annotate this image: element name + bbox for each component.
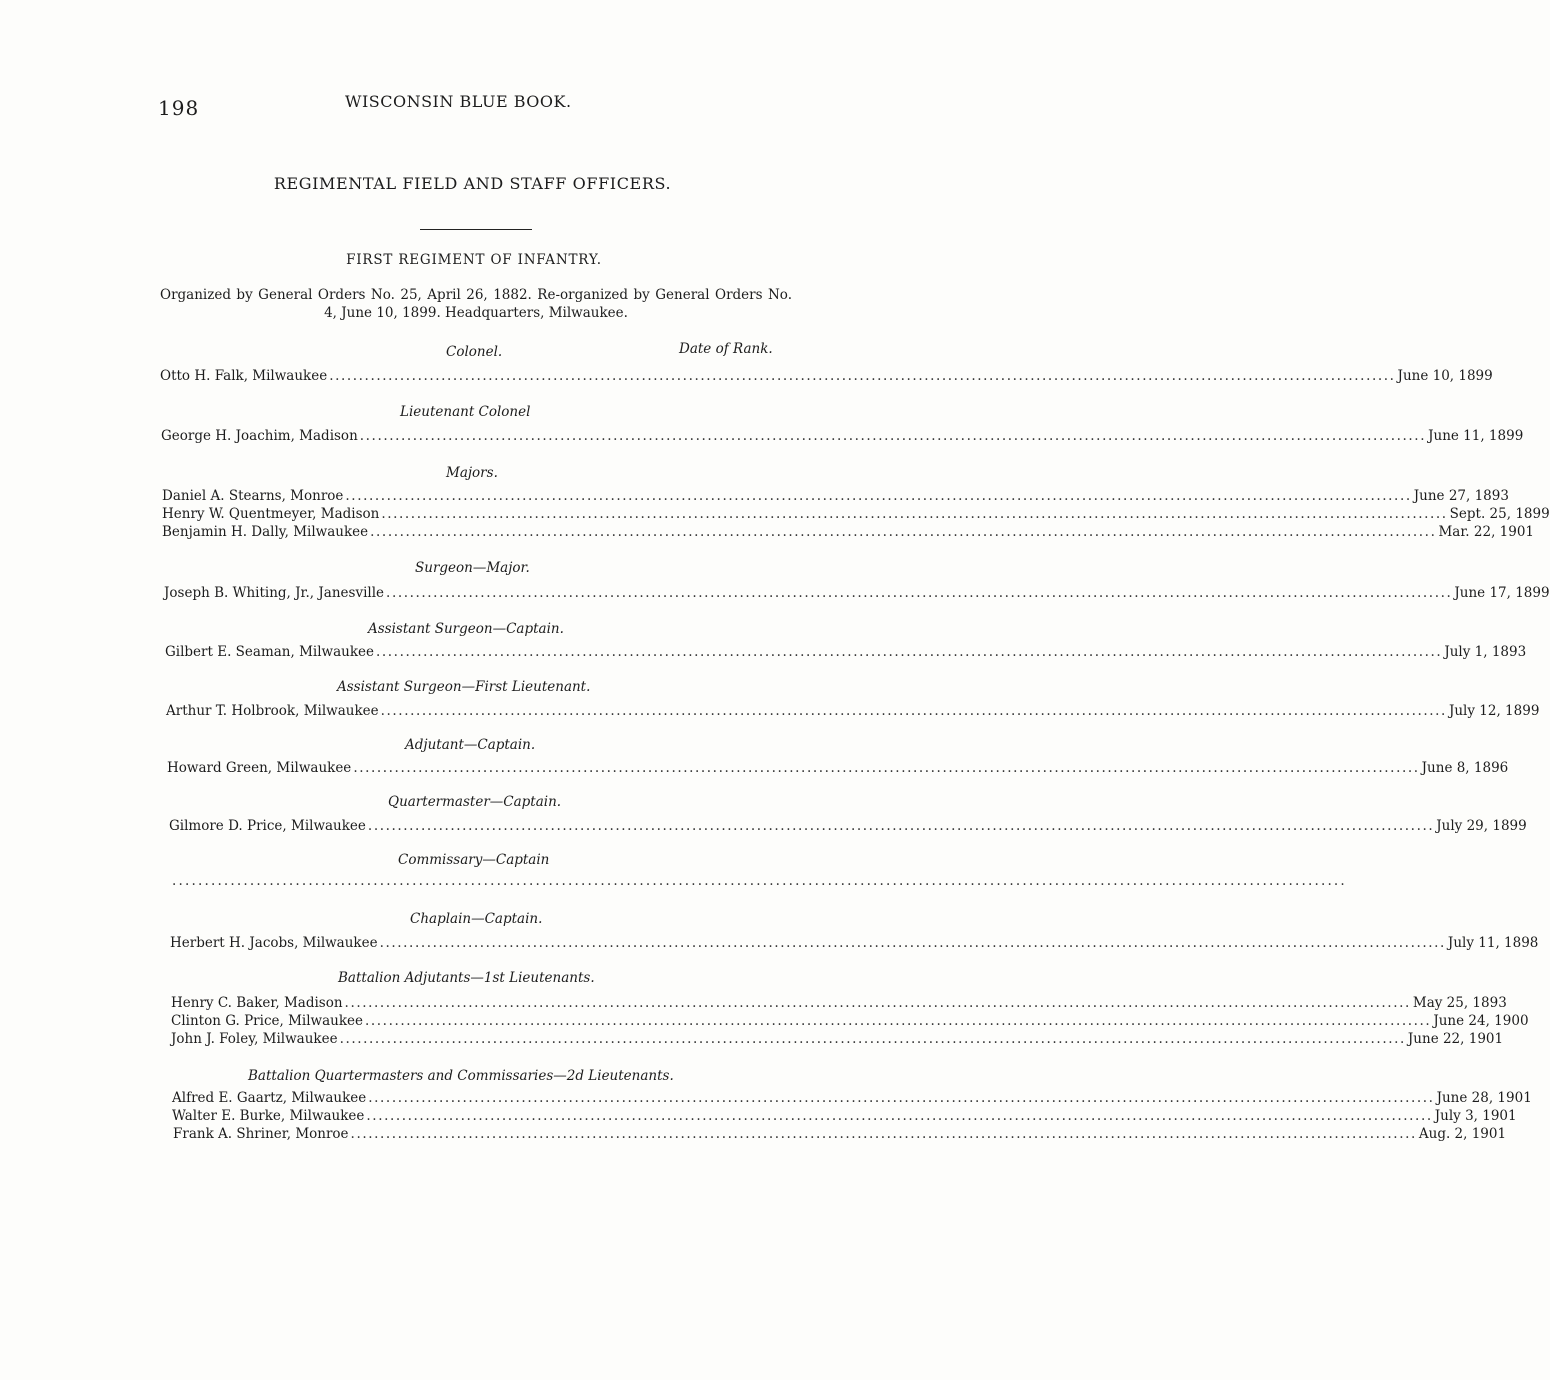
date-of-rank: June 17, 1899 <box>1454 585 1550 601</box>
vacant-dot-line: ..................................................................................................................................................................................... <box>172 873 1347 889</box>
date-of-rank: May 25, 1893 <box>1412 995 1507 1011</box>
officer-entry <box>170 934 1539 952</box>
section-heading-assistant-surgeon-first-lieutenant: Assistant Surgeon—First Lieutenant. <box>337 679 591 695</box>
officer-entry <box>171 1012 1529 1030</box>
officer-name: Walter E. Burke, Milwaukee <box>172 1108 365 1124</box>
organization-note: Organized by General Orders No. 25, April 26, 1882. Re-organized by General Orders No. 4, June 10, 1899. Headquarters, Milwaukee. <box>160 287 792 321</box>
dot-leader: ..................................................................................................................................................................................... <box>376 644 1443 660</box>
section-heading-battalion-quartermasters: Battalion Quartermasters and Commissaries—2d Lieutenants. <box>248 1068 674 1084</box>
officer-name: Henry C. Baker, Madison <box>171 995 343 1011</box>
officer-entry <box>160 367 1493 385</box>
date-of-rank: Aug. 2, 1901 <box>1418 1126 1507 1142</box>
page-number: 198 <box>158 96 200 120</box>
officer-entry <box>172 1107 1517 1125</box>
officer-entry <box>169 817 1527 835</box>
dot-leader: ..................................................................................................................................................................................... <box>359 428 1427 444</box>
officer-name: Howard Green, Milwaukee <box>167 760 352 776</box>
officer-name: Clinton G. Price, Milwaukee <box>171 1013 363 1029</box>
dot-leader: ..................................................................................................................................................................................... <box>379 935 1446 951</box>
regiment-title: FIRST REGIMENT OF INFANTRY. <box>346 252 602 268</box>
date-of-rank: June 10, 1899 <box>1397 368 1493 384</box>
officer-entry <box>173 1125 1507 1143</box>
dot-leader: ..................................................................................................................................................................................... <box>380 703 1447 719</box>
date-of-rank: July 29, 1899 <box>1436 818 1527 834</box>
dot-leader: ..................................................................................................................................................................................... <box>370 524 1437 540</box>
dot-leader: ..................................................................................................................................................................................... <box>386 585 1453 601</box>
dot-leader: ..................................................................................................................................................................................... <box>339 1031 1406 1047</box>
column-header-date-of-rank: Date of Rank. <box>679 341 773 357</box>
dot-leader: ..................................................................................................................................................................................... <box>345 488 1412 504</box>
officer-name: John J. Foley, Milwaukee <box>171 1031 338 1047</box>
officer-name: George H. Joachim, Madison <box>161 428 358 444</box>
dot-leader: ..................................................................................................................................................................................... <box>329 368 1396 384</box>
date-of-rank: June 11, 1899 <box>1428 428 1524 444</box>
date-of-rank: July 3, 1901 <box>1434 1108 1517 1124</box>
date-of-rank: July 1, 1893 <box>1444 644 1527 660</box>
dot-leader: ..................................................................................................................................................................................... <box>367 818 1435 834</box>
date-of-rank: July 11, 1898 <box>1447 935 1539 951</box>
dot-leader: ..................................................................................................................................................................................... <box>344 995 1411 1011</box>
officer-name: Frank A. Shriner, Monroe <box>173 1126 349 1142</box>
officer-entry <box>162 487 1509 505</box>
section-heading-adjutant-captain: Adjutant—Captain. <box>405 737 536 753</box>
officer-entry <box>171 1030 1504 1048</box>
officer-entry <box>162 505 1550 523</box>
officer-name: Benjamin H. Dally, Milwaukee <box>162 524 369 540</box>
dot-leader: ..................................................................................................................................................................................... <box>350 1126 1417 1142</box>
officer-entry <box>165 643 1527 661</box>
date-of-rank: June 28, 1901 <box>1436 1090 1532 1106</box>
officer-name: Arthur T. Holbrook, Milwaukee <box>166 703 379 719</box>
section-heading-chaplain-captain: Chaplain—Captain. <box>410 911 543 927</box>
dot-leader: ..................................................................................................................................................................................... <box>365 1013 1432 1029</box>
officer-name: Alfred E. Gaartz, Milwaukee <box>172 1090 367 1106</box>
section-heading-colonel: Colonel. <box>446 344 503 360</box>
officer-name: Daniel A. Stearns, Monroe <box>162 488 344 504</box>
date-of-rank: June 24, 1900 <box>1433 1013 1529 1029</box>
date-of-rank: July 12, 1899 <box>1448 703 1540 719</box>
officer-name: Joseph B. Whiting, Jr., Janesville <box>164 585 385 601</box>
section-heading-battalion-adjutants: Battalion Adjutants—1st Lieutenants. <box>338 970 595 986</box>
date-of-rank: June 8, 1896 <box>1421 760 1509 776</box>
dot-leader: ..................................................................................................................................................................................... <box>353 760 1420 776</box>
section-heading-lieutenant-colonel: Lieutenant Colonel <box>400 404 531 420</box>
officer-entry <box>171 994 1507 1012</box>
page-title: REGIMENTAL FIELD AND STAFF OFFICERS. <box>273 174 672 193</box>
date-of-rank: Mar. 22, 1901 <box>1438 524 1535 540</box>
officer-name: Otto H. Falk, Milwaukee <box>160 368 328 384</box>
divider-rule <box>420 229 532 230</box>
dot-leader: ..................................................................................................................................................................................... <box>381 506 1448 522</box>
running-head: WISCONSIN BLUE BOOK. <box>345 92 572 111</box>
date-of-rank: June 27, 1893 <box>1413 488 1509 504</box>
officer-entry <box>161 427 1524 445</box>
section-heading-assistant-surgeon-captain: Assistant Surgeon—Captain. <box>368 621 564 637</box>
officer-name: Henry W. Quentmeyer, Madison <box>162 506 380 522</box>
officer-name: Herbert H. Jacobs, Milwaukee <box>170 935 378 951</box>
officer-name: Gilmore D. Price, Milwaukee <box>169 818 366 834</box>
dot-leader: ..................................................................................................................................................................................... <box>366 1108 1433 1124</box>
officer-entry <box>164 584 1550 602</box>
officer-entry <box>166 702 1540 720</box>
section-heading-commissary-captain: Commissary—Captain <box>398 852 550 868</box>
officer-entry <box>162 523 1535 541</box>
date-of-rank: June 22, 1901 <box>1407 1031 1504 1047</box>
officer-entry <box>167 759 1509 777</box>
section-heading-surgeon-major: Surgeon—Major. <box>415 560 530 576</box>
officer-entry <box>172 1089 1532 1107</box>
officer-name: Gilbert E. Seaman, Milwaukee <box>165 644 374 660</box>
section-heading-quartermaster-captain: Quartermaster—Captain. <box>388 794 562 810</box>
date-of-rank: Sept. 25, 1899 <box>1449 506 1550 522</box>
dot-leader: ..................................................................................................................................................................................... <box>368 1090 1435 1106</box>
section-heading-majors: Majors. <box>446 465 498 481</box>
